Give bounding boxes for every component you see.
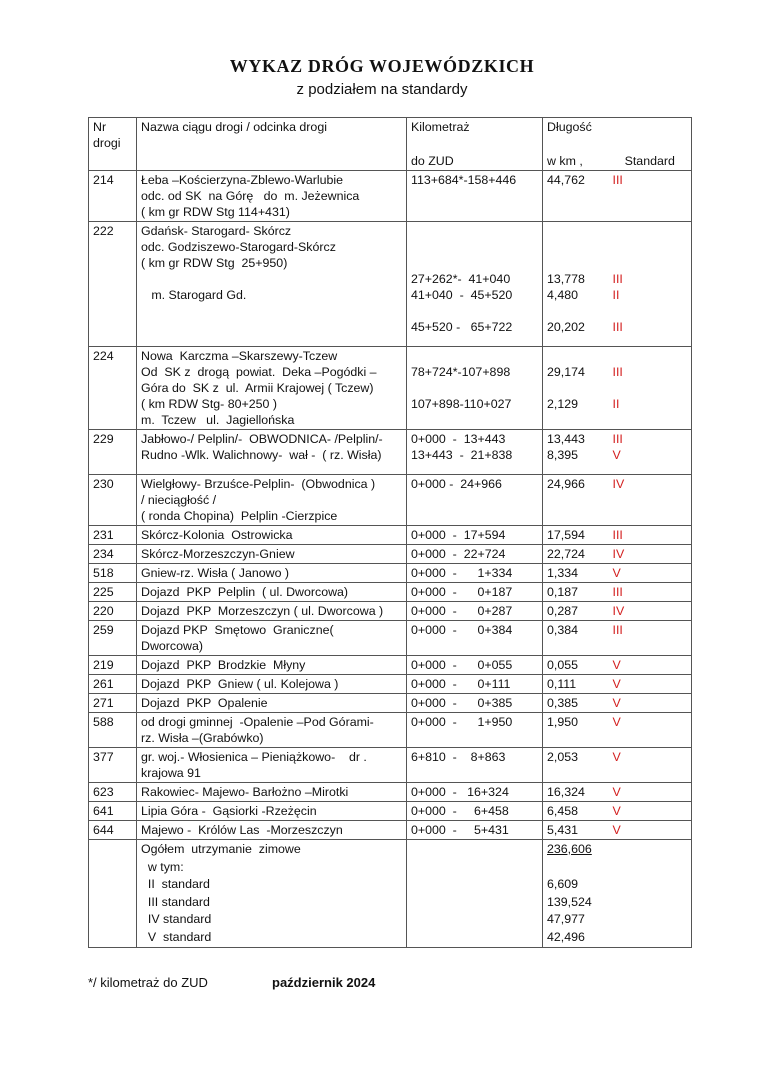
road-kilometraz-line: 0+000 - 17+594	[411, 528, 506, 542]
road-length-line: 0,384	[547, 623, 579, 637]
road-standard-cell	[609, 802, 692, 821]
header-len-bottom: w km ,	[547, 154, 583, 168]
road-name-cell	[137, 475, 407, 526]
road-kilometraz-cell	[407, 526, 543, 545]
road-name-line: Dworcowa)	[141, 639, 203, 653]
road-kilometraz-line: 13+443 - 21+838	[411, 448, 513, 462]
road-kilometraz-line	[411, 638, 538, 654]
road-standard-cell	[609, 347, 692, 430]
road-kilometraz-line: 0+000 - 24+966	[411, 477, 502, 491]
road-number: 230	[89, 475, 137, 526]
table-row	[89, 347, 692, 430]
road-name-line: odc. od SK na Górę do m. Jeżewnica	[141, 189, 360, 203]
summary-labels	[137, 840, 407, 948]
road-kilometraz-cell	[407, 171, 543, 222]
road-length-line: 5,431	[547, 823, 579, 837]
road-length-line	[547, 730, 605, 746]
road-standard-line: V	[612, 658, 621, 672]
summary-values	[543, 840, 609, 948]
road-name-line: Dojazd PKP Gniew ( ul. Kolejowa )	[141, 677, 339, 691]
road-standard-line: II	[612, 288, 620, 302]
road-length-line: 22,724	[547, 547, 585, 561]
road-length-line	[547, 348, 605, 364]
road-standard-line: III	[612, 623, 623, 637]
road-length-cell	[543, 802, 609, 821]
summary-label: IV standard	[141, 912, 212, 926]
summary-empty-cell	[89, 840, 137, 948]
road-length-line: 8,395	[547, 448, 579, 462]
road-kilometraz-line: 0+000 - 0+055	[411, 658, 513, 672]
road-length-line	[547, 765, 605, 781]
road-length-cell	[543, 475, 609, 526]
summary-value: 139,524	[547, 894, 592, 909]
table-row	[89, 783, 692, 802]
road-name-line: Dojazd PKP Morzeszczyn ( ul. Dworcowa )	[141, 604, 384, 618]
road-kilometraz-cell	[407, 347, 543, 430]
table-row	[89, 545, 692, 564]
road-length-line	[547, 188, 605, 204]
road-standard-line	[613, 730, 688, 746]
table-row	[89, 564, 692, 583]
road-name-line: ( km gr RDW Stg 25+950)	[141, 256, 288, 270]
road-kilometraz-line	[411, 303, 538, 319]
header-std-label: Standard	[624, 154, 675, 168]
road-name-line: ( ronda Chopina) Pelplin -Cierzpice	[141, 509, 338, 523]
road-name-cell	[137, 526, 407, 545]
table-row	[89, 222, 692, 347]
table-body	[89, 171, 692, 948]
road-number: 225	[89, 583, 137, 602]
document-title: WYKAZ DRÓG WOJEWÓDZKICH	[229, 56, 535, 76]
summary-value	[547, 859, 605, 877]
road-name-cell	[137, 713, 407, 748]
road-standard-line	[613, 492, 688, 508]
road-length-line: 0,187	[547, 585, 579, 599]
road-length-line	[547, 380, 605, 396]
road-kilometraz-cell	[407, 821, 543, 840]
road-name-line: gr. woj.- Włosienica – Pieniążkowo- dr .	[141, 750, 367, 764]
road-standard-cell	[609, 564, 692, 583]
road-kilometraz-line: 107+898-110+027	[411, 397, 512, 411]
road-standard-line: III	[612, 432, 623, 446]
road-name-cell	[137, 783, 407, 802]
road-name-cell	[137, 656, 407, 675]
road-name-line: od drogi gminnej -Opalenie –Pod Górami-	[141, 715, 374, 729]
road-name-line: ( km RDW Stg- 80+250 )	[141, 397, 277, 411]
road-length-line	[547, 204, 605, 220]
table-row	[89, 621, 692, 656]
road-name-line: Dojazd PKP Opalenie	[141, 696, 268, 710]
road-kilometraz-line	[411, 730, 538, 746]
road-length-line	[547, 223, 605, 239]
road-standard-cell	[609, 694, 692, 713]
road-name-line: Majewo - Królów Las -Morzeszczyn	[141, 823, 343, 837]
table-row	[89, 171, 692, 222]
road-kilometraz-cell	[407, 656, 543, 675]
road-length-line: 17,594	[547, 528, 585, 542]
road-name-line: Dojazd PKP Smętowo Graniczne(	[141, 623, 334, 637]
road-kilometraz-cell	[407, 545, 543, 564]
road-length-line: 0,111	[547, 677, 577, 691]
road-name-cell	[137, 802, 407, 821]
table-row	[89, 675, 692, 694]
summary-value: 6,609	[547, 877, 579, 891]
road-number: 222	[89, 222, 137, 347]
road-length-cell	[543, 171, 609, 222]
road-number: 644	[89, 821, 137, 840]
road-standard-cell	[609, 526, 692, 545]
road-length-line: 2,053	[547, 750, 579, 764]
road-kilometraz-cell	[407, 222, 543, 347]
road-length-line: 0,287	[547, 604, 579, 618]
road-length-cell	[543, 748, 609, 783]
header-standard	[609, 118, 692, 171]
road-standard-line	[613, 223, 688, 239]
road-standard-line	[613, 303, 688, 319]
road-kilometraz-line	[411, 255, 538, 271]
road-length-line: 1,334	[547, 566, 579, 580]
road-kilometraz-line: 0+000 - 16+324	[411, 785, 509, 799]
road-standard-line: II	[612, 397, 620, 411]
road-length-line: 4,480	[547, 288, 579, 302]
road-name-line: odc. Godziszewo-Starogard-Skórcz	[141, 240, 336, 254]
road-name-line: Skórcz-Kolonia Ostrowicka	[141, 528, 293, 542]
road-length-line: 20,202	[547, 320, 585, 334]
header-len-top: Długość	[547, 120, 592, 134]
road-standard-cell	[609, 171, 692, 222]
road-standard-line: III	[612, 173, 623, 187]
road-kilometraz-cell	[407, 802, 543, 821]
road-length-cell	[543, 656, 609, 675]
road-length-cell	[543, 430, 609, 475]
road-name-line: Dojazd PKP Pelplin ( ul. Dworcowa)	[141, 585, 349, 599]
road-name-line: rz. Wisła –(Grabówko)	[141, 731, 264, 745]
table-row	[89, 748, 692, 783]
road-length-cell	[543, 347, 609, 430]
road-name-cell	[137, 564, 407, 583]
road-name-cell	[137, 583, 407, 602]
road-standard-line: III	[612, 365, 623, 379]
road-standard-cell	[609, 713, 692, 748]
road-name-line: Gdańsk- Starogard- Skórcz	[141, 224, 292, 238]
road-kilometraz-line: 0+000 - 5+431	[411, 823, 509, 837]
summary-empty-cell	[407, 840, 543, 948]
road-kilometraz-cell	[407, 475, 543, 526]
road-number: 641	[89, 802, 137, 821]
road-name-line: Łeba –Kościerzyna-Zblewo-Warlubie	[141, 173, 344, 187]
road-length-cell	[543, 821, 609, 840]
road-length-line	[547, 239, 605, 255]
road-standard-line: V	[612, 696, 621, 710]
summary-value: 236,606	[547, 842, 592, 856]
road-standard-cell	[609, 675, 692, 694]
table-row	[89, 526, 692, 545]
road-standard-cell	[609, 222, 692, 347]
road-length-cell	[543, 526, 609, 545]
road-number: 219	[89, 656, 137, 675]
road-length-cell	[543, 564, 609, 583]
road-length-line	[547, 255, 605, 271]
road-name-line: Gniew-rz. Wisła ( Janowo )	[141, 566, 290, 580]
road-length-cell	[543, 583, 609, 602]
table-row	[89, 821, 692, 840]
road-length-cell	[543, 713, 609, 748]
road-kilometraz-cell	[407, 748, 543, 783]
header-km-top: Kilometraż	[411, 120, 470, 134]
road-kilometraz-line: 78+724*-107+898	[411, 365, 511, 379]
road-length-line	[547, 508, 605, 524]
road-standard-line	[613, 239, 688, 255]
summary-label: w tym:	[141, 859, 184, 874]
road-name-line: Rakowiec- Majewo- Barłożno –Mirotki	[141, 785, 349, 799]
road-kilometraz-line: 41+040 - 45+520	[411, 288, 513, 302]
road-length-cell	[543, 602, 609, 621]
table-header-row	[89, 118, 692, 171]
road-standard-line	[613, 380, 688, 396]
road-standard-cell	[609, 545, 692, 564]
road-standard-cell	[609, 821, 692, 840]
road-length-cell	[543, 545, 609, 564]
road-name-line: Góra do SK z ul. Armii Krajowej ( Tczew)	[141, 381, 374, 395]
road-kilometraz-line: 45+520 - 65+722	[411, 320, 513, 334]
road-name-cell	[137, 171, 407, 222]
road-name-cell	[137, 430, 407, 475]
road-kilometraz-line	[411, 412, 538, 428]
road-length-line: 29,174	[547, 365, 585, 379]
table-row	[89, 602, 692, 621]
road-number: 271	[89, 694, 137, 713]
road-length-line: 0,385	[547, 696, 579, 710]
road-standard-cell	[609, 475, 692, 526]
road-standard-cell	[609, 583, 692, 602]
road-kilometraz-line: 0+000 - 0+287	[411, 604, 513, 618]
road-standard-line	[613, 508, 688, 524]
table-row	[89, 802, 692, 821]
road-standard-line: V	[612, 566, 621, 580]
table-row	[89, 583, 692, 602]
road-length-line: 24,966	[547, 477, 585, 491]
summary-value: 42,496	[547, 929, 585, 944]
road-length-line: 44,762	[547, 173, 585, 187]
header-nr: Nr drogi	[89, 118, 137, 171]
roads-table	[88, 117, 692, 948]
road-kilometraz-line	[411, 380, 538, 396]
road-kilometraz-line	[411, 765, 538, 781]
road-standard-line: V	[612, 750, 621, 764]
road-kilometraz-cell	[407, 621, 543, 656]
road-name-line: Dojazd PKP Brodzkie Młyny	[141, 658, 306, 672]
road-kilometraz-line	[411, 204, 538, 220]
road-kilometraz-line	[411, 223, 538, 239]
road-standard-line: III	[612, 320, 623, 334]
road-number: 588	[89, 713, 137, 748]
road-kilometraz-line: 0+000 - 22+724	[411, 547, 506, 561]
road-standard-line	[613, 204, 688, 220]
road-number: 623	[89, 783, 137, 802]
road-name-cell	[137, 222, 407, 347]
road-name-line: / nieciągłość /	[141, 493, 217, 507]
road-name-cell	[137, 621, 407, 656]
summary-row	[89, 840, 692, 948]
road-length-cell	[543, 222, 609, 347]
road-standard-cell	[609, 602, 692, 621]
road-kilometraz-line	[411, 348, 538, 364]
road-kilometraz-line: 0+000 - 0+384	[411, 623, 513, 637]
road-name-cell	[137, 748, 407, 783]
road-length-cell	[543, 783, 609, 802]
summary-value: 47,977	[547, 912, 585, 926]
road-length-line: 0,055	[547, 658, 579, 672]
road-number: 224	[89, 347, 137, 430]
road-name-line: Lipia Góra - Gąsiorki -Rzeżęcin	[141, 804, 317, 818]
road-standard-line	[613, 638, 688, 654]
document-subtitle: z podziałem na standardy	[296, 81, 468, 98]
road-kilometraz-cell	[407, 430, 543, 475]
road-kilometraz-cell	[407, 583, 543, 602]
road-standard-line: V	[612, 715, 621, 729]
road-kilometraz-cell	[407, 602, 543, 621]
road-standard-line: V	[612, 448, 621, 462]
road-name-line	[141, 271, 402, 287]
road-length-cell	[543, 621, 609, 656]
header-km-bottom: do ZUD	[411, 154, 454, 168]
road-number: 214	[89, 171, 137, 222]
road-length-line	[547, 492, 605, 508]
road-length-line	[547, 638, 605, 654]
road-standard-cell	[609, 783, 692, 802]
summary-empty-cell	[609, 840, 692, 948]
road-standard-line: III	[612, 272, 623, 286]
summary-label: III standard	[141, 894, 210, 909]
road-standard-cell	[609, 656, 692, 675]
road-length-line: 13,778	[547, 272, 585, 286]
road-kilometraz-cell	[407, 694, 543, 713]
road-name-line	[141, 319, 402, 335]
road-length-line	[547, 303, 605, 319]
road-number: 518	[89, 564, 137, 583]
road-standard-line: IV	[612, 547, 625, 561]
road-kilometraz-line: 6+810 - 8+863	[411, 750, 506, 764]
table-row	[89, 475, 692, 526]
road-name-cell	[137, 821, 407, 840]
road-standard-line: V	[612, 785, 621, 799]
road-standard-line: III	[612, 585, 623, 599]
road-number: 234	[89, 545, 137, 564]
road-kilometraz-cell	[407, 564, 543, 583]
road-name-line: ( km gr RDW Stg 114+431)	[141, 205, 290, 219]
road-length-line: 1,950	[547, 715, 579, 729]
header-dlugosc	[543, 118, 609, 171]
table-row	[89, 430, 692, 475]
road-length-line: 16,324	[547, 785, 585, 799]
road-name-line: Wielgłowy- Brzuśce-Pelplin- (Obwodnica )	[141, 477, 376, 491]
road-name-cell	[137, 694, 407, 713]
road-number: 231	[89, 526, 137, 545]
road-name-line: Nowa Karczma –Skarszewy-Tczew	[141, 349, 338, 363]
road-kilometraz-cell	[407, 713, 543, 748]
road-name-line: Od SK z drogą powiat. Deka –Pogódki –	[141, 365, 377, 379]
road-name-cell	[137, 602, 407, 621]
road-length-cell	[543, 675, 609, 694]
road-standard-cell	[609, 621, 692, 656]
road-kilometraz-line	[411, 508, 538, 524]
road-standard-cell	[609, 748, 692, 783]
road-name-line: Rudno -Wlk. Walichnowy- wał - ( rz. Wisła)	[141, 448, 382, 462]
road-standard-line: IV	[612, 604, 625, 618]
road-kilometraz-line	[411, 188, 538, 204]
table-row	[89, 713, 692, 748]
road-length-line: 2,129	[547, 397, 579, 411]
road-kilometraz-line: 0+000 - 1+334	[411, 566, 513, 580]
road-kilometraz-line: 0+000 - 1+950	[411, 715, 513, 729]
road-length-line: 13,443	[547, 432, 585, 446]
road-standard-line: V	[612, 677, 621, 691]
road-standard-line	[613, 412, 688, 428]
table-row	[89, 694, 692, 713]
document-date: październik 2024	[272, 975, 376, 990]
road-standard-line: III	[612, 528, 623, 542]
road-standard-line: V	[612, 804, 621, 818]
table-row	[89, 656, 692, 675]
road-standard-line	[613, 348, 688, 364]
summary-label: Ogółem utrzymanie zimowe	[141, 842, 301, 856]
road-standard-line	[613, 765, 688, 781]
road-kilometraz-line: 0+000 - 0+111	[411, 677, 511, 691]
road-name-line: m. Starogard Gd.	[141, 288, 247, 302]
road-standard-line	[613, 188, 688, 204]
road-standard-line: V	[612, 823, 621, 837]
road-number: 261	[89, 675, 137, 694]
summary-label: V standard	[141, 929, 212, 944]
road-kilometraz-line: 27+262*- 41+040	[411, 272, 511, 286]
header-kilometraz	[407, 118, 543, 171]
header-name: Nazwa ciągu drogi / odcinka drogi	[137, 118, 407, 171]
road-length-line: 6,458	[547, 804, 579, 818]
footnote: */ kilometraż do ZUD	[88, 975, 208, 990]
road-kilometraz-cell	[407, 783, 543, 802]
road-name-cell	[137, 347, 407, 430]
road-number: 377	[89, 748, 137, 783]
road-kilometraz-line	[411, 239, 538, 255]
road-name-line: krajowa 91	[141, 766, 201, 780]
road-standard-cell	[609, 430, 692, 475]
road-name-line: m. Tczew ul. Jagiellońska	[141, 413, 295, 427]
road-kilometraz-line: 0+000 - 13+443	[411, 432, 506, 446]
road-kilometraz-line	[411, 492, 538, 508]
road-number: 220	[89, 602, 137, 621]
road-length-cell	[543, 694, 609, 713]
summary-label: II standard	[141, 877, 210, 891]
road-name-line: Skórcz-Morzeszczyn-Gniew	[141, 547, 295, 561]
road-kilometraz-line: 0+000 - 6+458	[411, 804, 509, 818]
road-name-cell	[137, 545, 407, 564]
road-number: 259	[89, 621, 137, 656]
road-kilometraz-cell	[407, 675, 543, 694]
road-name-line	[141, 303, 402, 319]
road-kilometraz-line: 113+684*-158+446	[411, 173, 517, 187]
road-standard-line: IV	[612, 477, 625, 491]
road-number: 229	[89, 430, 137, 475]
road-length-line	[547, 412, 605, 428]
road-kilometraz-line: 0+000 - 0+385	[411, 696, 513, 710]
road-kilometraz-line: 0+000 - 0+187	[411, 585, 513, 599]
road-name-cell	[137, 675, 407, 694]
road-name-line: Jabłowo-/ Pelplin/- OBWODNICA- /Pelplin/-	[141, 432, 383, 446]
road-standard-line	[613, 255, 688, 271]
